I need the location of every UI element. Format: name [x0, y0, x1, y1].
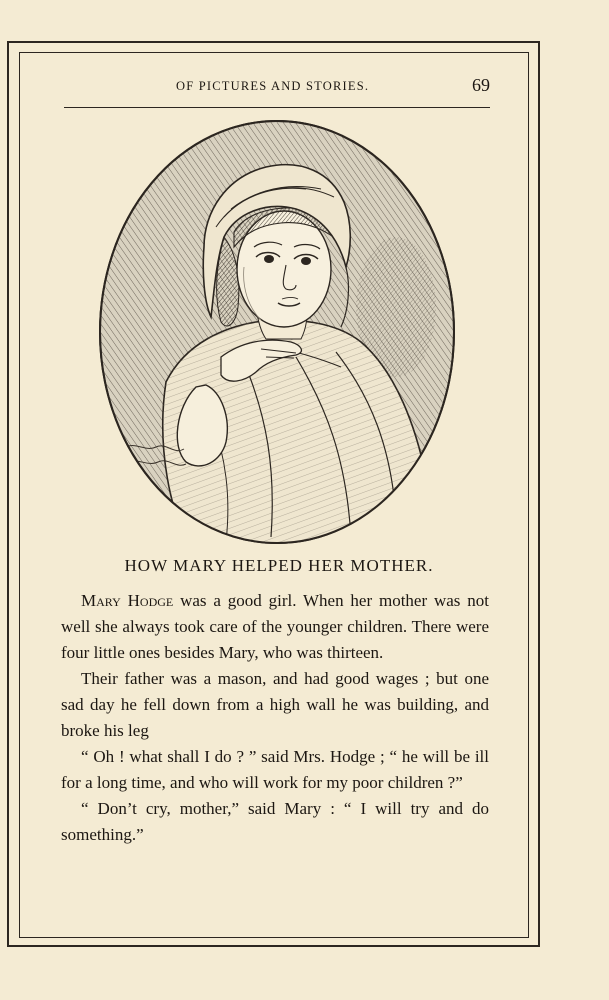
story-title: HOW MARY HELPED HER MOTHER.: [124, 556, 434, 575]
story-paragraph-2: Their father was a mason, and had good wages ; but one sad day he fell down from a high wall he was building, and broke his leg: [61, 669, 489, 740]
portrait-engraving: [96, 117, 458, 547]
header-rule: [64, 107, 490, 108]
story-paragraph-1-lead: Mary Hodge: [81, 591, 174, 610]
running-title: OF PICTURES AND STORIES.: [176, 79, 370, 93]
story-paragraph-3: “ Oh ! what shall I do ? ” said Mrs. Hodge ; “ he will be ill for a long time, and who will work for my poor children ?”: [61, 747, 489, 792]
page-number: 69: [472, 75, 490, 95]
running-head: [64, 75, 490, 99]
story-paragraph-1-text: was a good girl. When her mother was not well she always took care of the younger children. There were four little ones besides Mary, who was thirteen.: [61, 591, 489, 662]
story-paragraph-1: [61, 588, 489, 666]
story-body: [61, 588, 489, 848]
story-paragraph-4: “ Don’t cry, mother,” said Mary : “ I will try and do something.”: [61, 799, 489, 844]
portrait-illustration: [96, 117, 458, 547]
